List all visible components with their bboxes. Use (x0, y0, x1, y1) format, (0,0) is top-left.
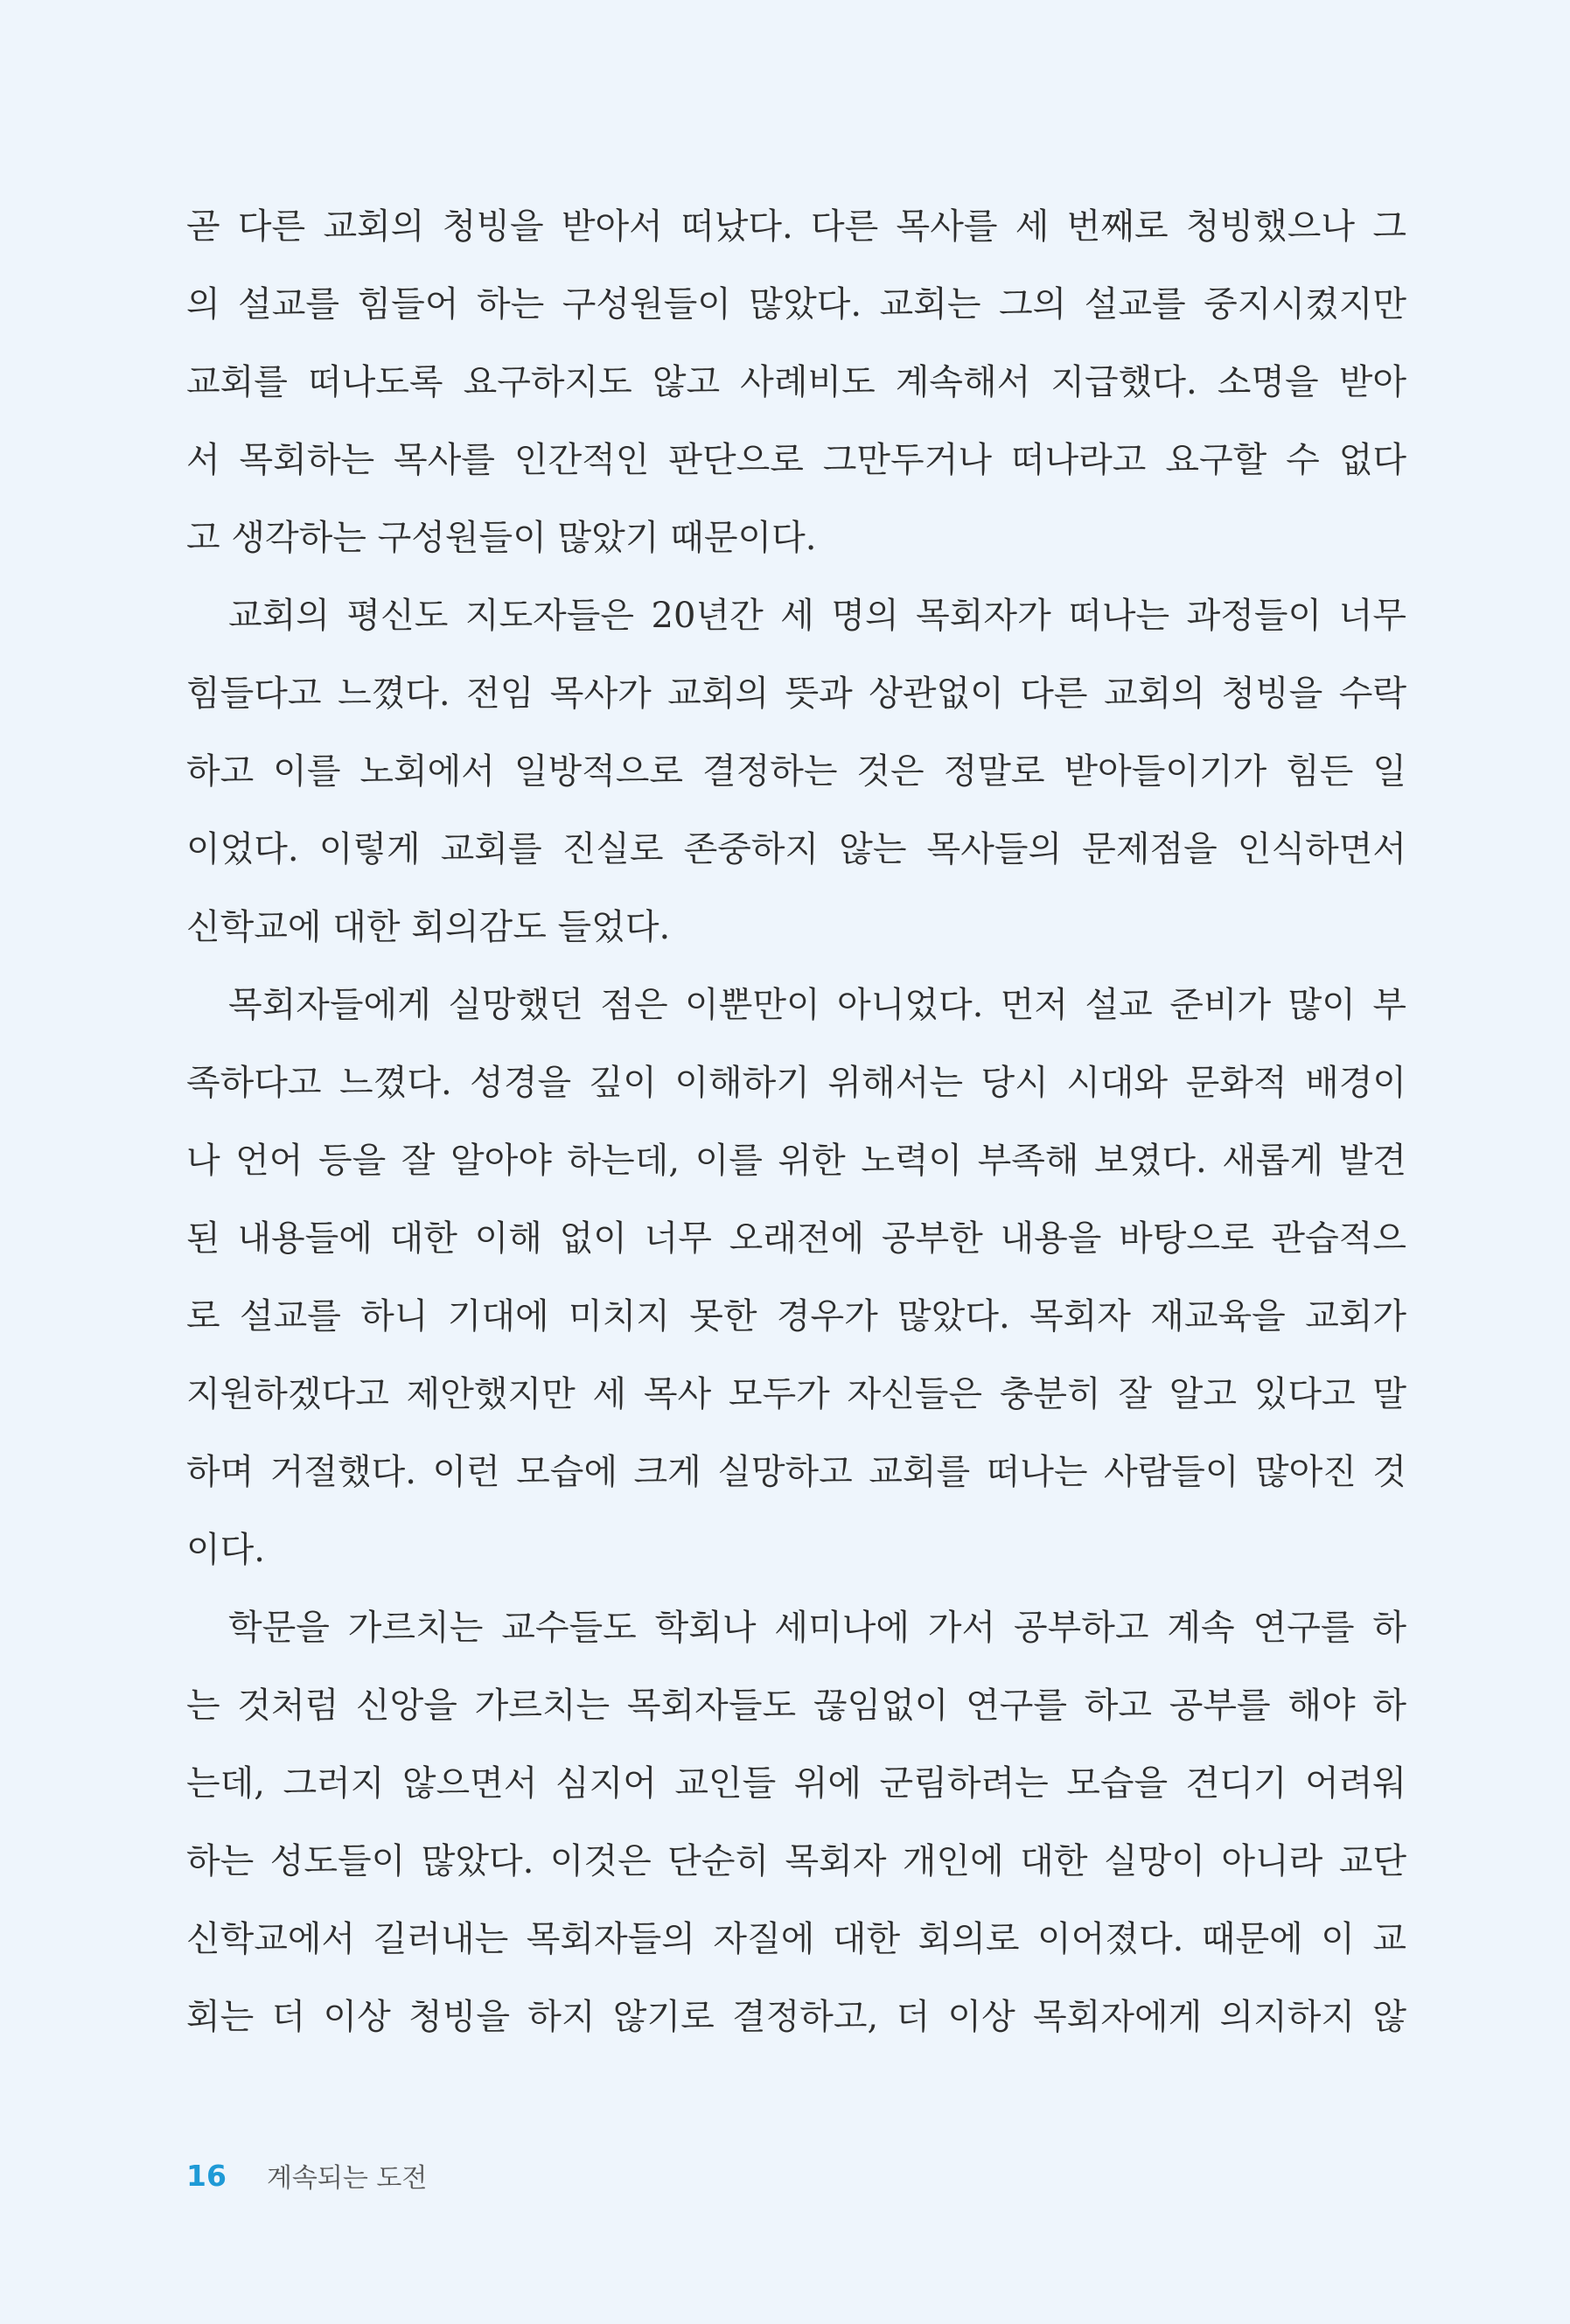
text-line: 곧 다른 교회의 청빙을 받아서 떠났다. 다른 목사를 세 번째로 청빙했으나 그 (186, 206, 1406, 247)
text-line: 서 목회하는 목사를 인간적인 판단으로 그만두거나 떠나라고 요구할 수 없다 (186, 440, 1406, 480)
text-line: 고 생각하는 구성원들이 많았기 때문이다. (186, 518, 817, 558)
text-line: 교회를 떠나도록 요구하지도 않고 사례비도 계속해서 지급했다. 소명을 받아 (186, 362, 1406, 402)
page-footer (186, 2153, 427, 2197)
text-line: 는 것처럼 신앙을 가르치는 목회자들도 끊임없이 연구를 하고 공부를 해야 하 (186, 1685, 1406, 1726)
text-line: 교회의 평신도 지도자들은 20년간 세 명의 목회자가 떠나는 과정들이 너무 (228, 596, 1406, 636)
text-line: 하며 거절했다. 이런 모습에 크게 실망하고 교회를 떠나는 사람들이 많아진 것 (186, 1452, 1406, 1492)
text-line: 의 설교를 힘들어 하는 구성원들이 많았다. 교회는 그의 설교를 중지시켰지만 (186, 284, 1406, 325)
text-line: 는데, 그러지 않으면서 심지어 교인들 위에 군림하려는 모습을 견디기 어려워 (186, 1763, 1406, 1804)
text-line: 힘들다고 느꼈다. 전임 목사가 교회의 뜻과 상관없이 다른 교회의 청빙을 수락 (186, 673, 1406, 714)
text-line: 목회자들에게 실망했던 점은 이뿐만이 아니었다. 먼저 설교 준비가 많이 부 (228, 985, 1406, 1025)
text-line: 이다. (186, 1530, 265, 1570)
text-line: 로 설교를 하니 기대에 미치지 못한 경우가 많았다. 목회자 재교육을 교회가 (186, 1296, 1406, 1336)
running-title: 계속되는 도전 (266, 2163, 428, 2194)
text-line: 신학교에서 길러내는 목회자들의 자질에 대한 회의로 이어졌다. 때문에 이 교 (186, 1919, 1406, 1959)
text-line: 신학교에 대한 회의감도 들었다. (186, 907, 671, 947)
text-line: 나 언어 등을 잘 알아야 하는데, 이를 위한 노력이 부족해 보였다. 새롭게 발견 (186, 1141, 1406, 1181)
text-line: 이었다. 이렇게 교회를 진실로 존중하지 않는 목사들의 문제점을 인식하면서 (186, 829, 1406, 869)
text-line: 된 내용들에 대한 이해 없이 너무 오래전에 공부한 내용을 바탕으로 관습적으 (186, 1218, 1406, 1259)
text-line: 족하다고 느꼈다. 성경을 깊이 이해하기 위해서는 당시 시대와 문화적 배경이 (186, 1063, 1406, 1103)
text-line: 하는 성도들이 많았다. 이것은 단순히 목회자 개인에 대한 실망이 아니라 교단 (186, 1841, 1406, 1881)
text-line: 회는 더 이상 청빙을 하지 않기로 결정하고, 더 이상 목회자에게 의지하지 않 (186, 1997, 1406, 2037)
text-line: 학문을 가르치는 교수들도 학회나 세미나에 가서 공부하고 계속 연구를 하 (228, 1608, 1406, 1648)
text-line: 하고 이를 노회에서 일방적으로 결정하는 것은 정말로 받아들이기가 힘든 일 (186, 751, 1406, 792)
page-number: 16 (186, 2158, 227, 2193)
text-line: 지원하겠다고 제안했지만 세 목사 모두가 자신들은 충분히 잘 알고 있다고 말 (186, 1374, 1406, 1414)
